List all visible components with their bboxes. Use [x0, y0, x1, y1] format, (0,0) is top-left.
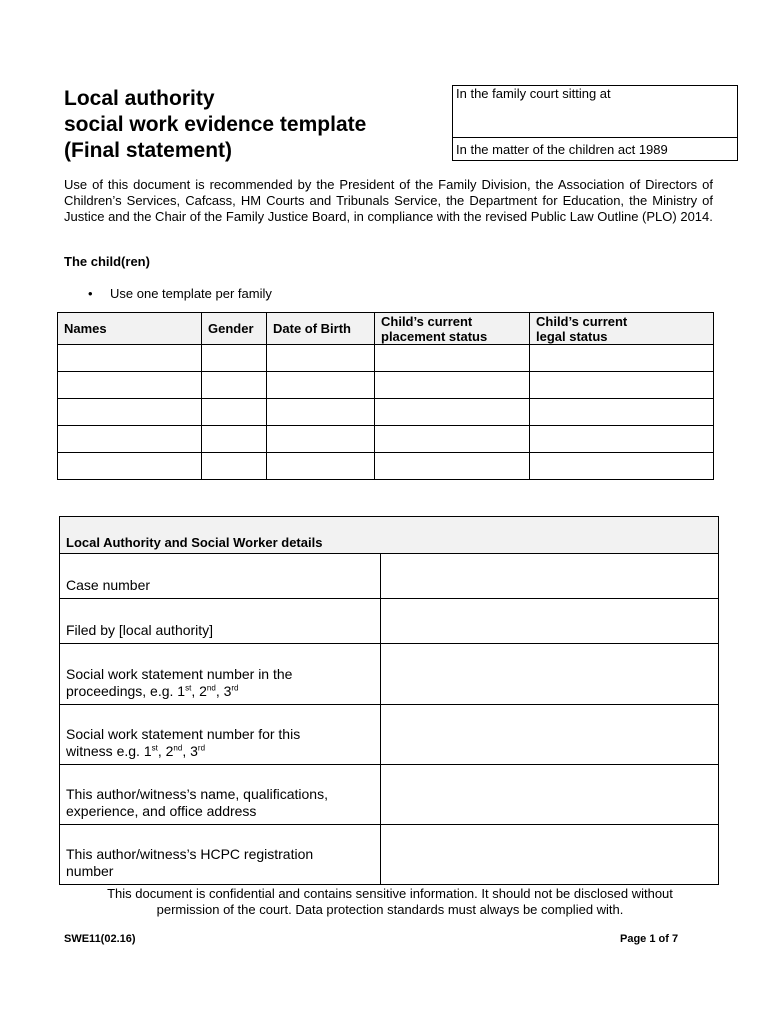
table-cell[interactable] — [375, 453, 530, 480]
table-cell[interactable] — [202, 372, 267, 399]
witness-number-label — [60, 705, 381, 765]
table-cell[interactable] — [58, 453, 202, 480]
table-row — [58, 453, 714, 480]
confidentiality-note — [60, 886, 720, 918]
col-placement-status — [375, 313, 530, 345]
document-title — [64, 86, 366, 164]
confidentiality-line-1: This document is confidential and contains sensitive information. It should not be disclosed without — [107, 886, 673, 901]
table-cell[interactable] — [58, 399, 202, 426]
table-cell[interactable] — [530, 372, 714, 399]
sep-2: , 2 — [157, 743, 174, 759]
table-cell[interactable] — [58, 345, 202, 372]
la-details-table — [59, 516, 719, 885]
col-gender: Gender — [202, 313, 267, 345]
witness-line-1: Social work statement number for this — [66, 726, 301, 742]
table-cell[interactable] — [530, 453, 714, 480]
la-details-header-row — [60, 517, 719, 554]
table-cell[interactable] — [530, 426, 714, 453]
sep-2: , 2 — [191, 683, 207, 699]
table-row — [58, 399, 714, 426]
page-number: Page 1 of 7 — [620, 933, 679, 945]
ordinal-nd: nd — [173, 743, 183, 753]
table-cell[interactable] — [58, 426, 202, 453]
court-sitting-label: In the family court sitting at — [456, 86, 611, 101]
table-cell[interactable] — [267, 453, 375, 480]
filed-by-value[interactable] — [381, 599, 719, 644]
table-row — [58, 372, 714, 399]
proceedings-line-2 — [66, 683, 374, 700]
form-code: SWE11(02.16) — [64, 933, 136, 945]
ordinal-rd: rd — [231, 683, 239, 693]
proceedings-number-label — [60, 644, 381, 705]
ordinal-nd: nd — [206, 683, 216, 693]
table-cell[interactable] — [267, 399, 375, 426]
table-cell[interactable] — [202, 426, 267, 453]
table-cell[interactable] — [202, 399, 267, 426]
case-number-label: Case number — [60, 554, 381, 599]
title-line-1: Local authority — [64, 87, 215, 110]
table-row — [60, 705, 719, 765]
filed-by-label: Filed by [local authority] — [60, 599, 381, 644]
proceedings-number-value[interactable] — [381, 644, 719, 705]
col-names: Names — [58, 313, 202, 345]
col-legal-line-1: Child’s current — [536, 313, 628, 329]
witness-number-value[interactable] — [381, 705, 719, 765]
case-number-value[interactable] — [381, 554, 719, 599]
ordinal-st: st — [185, 683, 192, 693]
proceedings-text: proceedings, e.g. 1 — [66, 683, 186, 699]
bullet-icon: • — [88, 286, 93, 301]
ordinal-rd: rd — [197, 743, 206, 753]
table-cell[interactable] — [530, 345, 714, 372]
witness-line-2 — [66, 743, 374, 760]
table-cell[interactable] — [267, 372, 375, 399]
la-details-heading: Local Authority and Social Worker details — [60, 517, 719, 554]
table-cell[interactable] — [375, 399, 530, 426]
table-row — [60, 644, 719, 705]
hcpc-number-value[interactable] — [381, 825, 719, 885]
table-row — [60, 825, 719, 885]
table-cell[interactable] — [375, 345, 530, 372]
author-line-2: experience, and office address — [66, 803, 257, 819]
table-cell[interactable] — [202, 453, 267, 480]
children-heading: The child(ren) — [64, 254, 150, 269]
table-row — [60, 765, 719, 825]
hcpc-line-1: This author/witness’s HCPC registration — [66, 846, 314, 862]
table-cell[interactable] — [58, 372, 202, 399]
table-row — [60, 554, 719, 599]
author-line-1: This author/witness’s name, qualifications, — [66, 786, 328, 802]
table-cell[interactable] — [375, 426, 530, 453]
hcpc-line-2: number — [66, 863, 114, 879]
col-legal-line-2: legal status — [536, 328, 608, 344]
table-cell[interactable] — [202, 345, 267, 372]
bullet-item — [88, 286, 272, 301]
title-line-3: (Final statement) — [64, 139, 233, 162]
matter-field[interactable] — [453, 138, 737, 158]
table-cell[interactable] — [530, 399, 714, 426]
col-legal-status — [530, 313, 714, 345]
confidentiality-line-2: permission of the court. Data protection standards must always be complied with. — [156, 902, 624, 917]
hcpc-number-label — [60, 825, 381, 885]
court-sitting-field[interactable] — [453, 86, 737, 138]
children-table — [57, 312, 714, 480]
col-placement-line-2: placement status — [381, 328, 488, 344]
table-row — [60, 599, 719, 644]
children-table-header — [58, 313, 714, 345]
col-dob: Date of Birth — [267, 313, 375, 345]
bullet-text: Use one template per family — [110, 286, 272, 301]
table-cell[interactable] — [267, 426, 375, 453]
court-details-box — [452, 85, 738, 161]
sep-3: , 3 — [215, 683, 232, 699]
author-details-value[interactable] — [381, 765, 719, 825]
table-row — [58, 345, 714, 372]
table-cell[interactable] — [375, 372, 530, 399]
col-placement-line-1: Child’s current — [381, 313, 473, 329]
table-row — [58, 426, 714, 453]
witness-text: witness e.g. 1 — [66, 743, 152, 759]
matter-label: In the matter of the children act 1989 — [456, 142, 668, 157]
author-details-label — [60, 765, 381, 825]
proceedings-line-1: Social work statement number in the — [66, 666, 293, 682]
table-cell[interactable] — [267, 345, 375, 372]
sep-3: , 3 — [182, 743, 198, 759]
title-line-2: social work evidence template — [64, 113, 367, 136]
ordinal-st: st — [151, 743, 158, 753]
intro-paragraph: Use of this document is recommended by the President of the Family Division, the Association of Directors of Children’s Services, Cafcass, HM Courts and Tribunals Service, the Department for Education, the Ministry of Justice and the Chair of the Family Justice Board, in compliance with the revised Public Law Outline (PLO) 2014. — [64, 177, 713, 224]
